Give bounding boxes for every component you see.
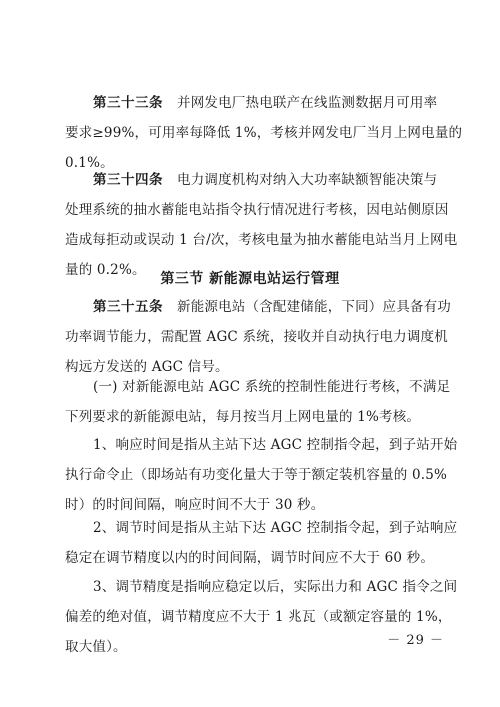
- item-3-line-2: 偏差的绝对值，调节精度应不大于 1 兆瓦（或额定容量的 1%，: [65, 609, 452, 625]
- article-34-line-3: 造成每拒动或误动 1 台/次，考核电量为抽水蓄能电站当月上网电: [65, 232, 458, 248]
- article-34-line-2: 处理系统的抽水蓄能电站指令执行情况进行考核，因电站侧原因: [65, 202, 449, 218]
- item-1-line-1: 1、响应时间是指从主站下达 AGC 控制指令起，到子站开始: [93, 437, 458, 453]
- article-35-line-2: 功率调节能力，需配置 AGC 系统，接收并自动执行电力调度机: [65, 329, 448, 345]
- item-2-line-2: 稳定在调节精度以内的时间间隔，调节时间应不大于 60 秒。: [65, 550, 435, 566]
- article-34-line-1: 电力调度机构对纳入大功率缺额智能决策与: [177, 172, 438, 188]
- paragraph-1-line-2: 下列要求的新能源电站，每月按当月上网电量的 1%考核。: [65, 409, 421, 425]
- paragraph-1: [65, 372, 451, 432]
- article-33-line-1: 并网发电厂热电联产在线监测数据月可用率: [177, 95, 438, 111]
- item-2-line-1: 2、调节时间是指从主站下达 AGC 控制指令起，到子站响应: [93, 520, 458, 536]
- item-3-line-3: 取大值）。: [65, 639, 127, 655]
- article-33-line-3: 0.1%。: [65, 155, 114, 171]
- article-34-number: 第三十四条: [93, 172, 163, 188]
- article-35-line-3: 构远方发送的 AGC 信号。: [65, 359, 229, 375]
- article-33-line-2: 要求≥99%，可用率每降低 1%，考核并网发电厂当月上网电量的: [65, 125, 463, 141]
- section-heading: 第三节 新能源电站运行管理: [160, 271, 340, 287]
- page-number: － 29 －: [387, 633, 444, 648]
- item-1: [65, 430, 458, 520]
- item-3-line-1: 3、调节精度是指响应稳定以后，实际出力和 AGC 指令之间: [93, 579, 458, 595]
- article-35-number: 第三十五条: [93, 299, 163, 315]
- article-35-line-1: 新能源电站（含配建储能，下同）应具备有功: [177, 299, 451, 315]
- article-33-number: 第三十三条: [93, 95, 163, 111]
- paragraph-1-line-1: (一) 对新能源电站 AGC 系统的控制性能进行考核，不满足: [93, 379, 451, 395]
- item-1-line-3: 时）的时间间隔，响应时间不大于 30 秒。: [65, 497, 325, 513]
- article-34-line-4: 量的 0.2%。: [65, 262, 146, 278]
- item-1-line-2: 执行命令止（即场站有功变化量大于等于额定装机容量的 0.5%: [65, 467, 448, 483]
- article-35: [65, 292, 451, 382]
